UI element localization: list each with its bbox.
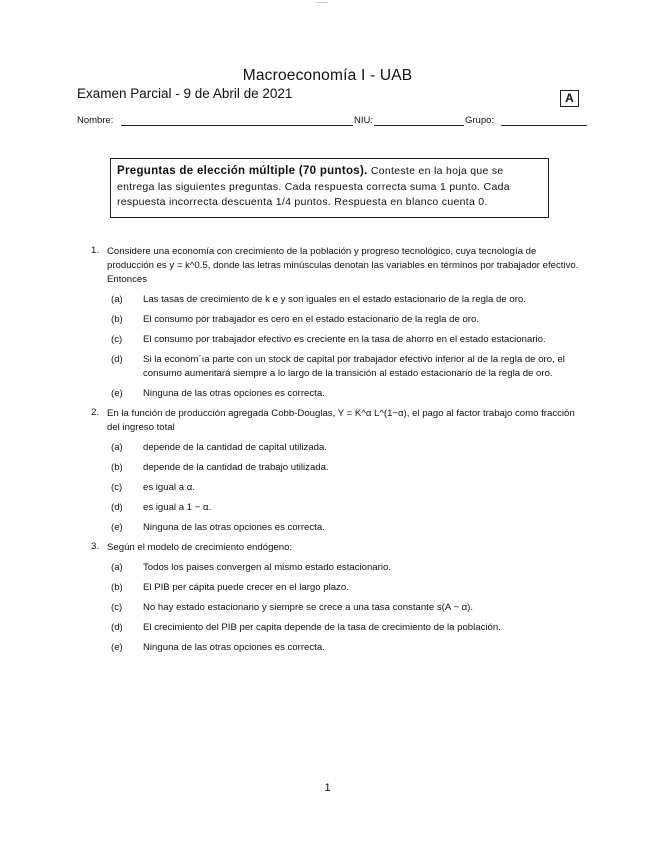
question-list bbox=[91, 245, 581, 661]
name-label: Nombre: bbox=[77, 115, 114, 126]
instructions-box bbox=[110, 158, 549, 218]
option-text: depende de la cantidad de trabajo utilizada. bbox=[143, 462, 329, 473]
name-field-line bbox=[121, 125, 353, 126]
answer-option bbox=[111, 561, 581, 575]
option-text: es igual a 1 − α. bbox=[143, 502, 212, 513]
option-text: Ninguna de las otras opciones es correcta. bbox=[143, 522, 325, 533]
option-text: es igual a α. bbox=[143, 482, 195, 493]
option-label: (a) bbox=[111, 562, 123, 573]
question-stem bbox=[91, 541, 581, 555]
question-text: Según el modelo de crecimiento endógeno: bbox=[107, 542, 293, 553]
question-stem bbox=[91, 245, 581, 287]
answer-option bbox=[111, 461, 581, 475]
option-text: Las tasas de crecimiento de k e y son iguales en el estado estacionario de la regla de oro. bbox=[143, 294, 526, 305]
answer-option bbox=[111, 621, 581, 635]
answer-option bbox=[111, 501, 581, 515]
option-text: No hay estado estacionario y siempre se crece a una tasa constante s(A − α). bbox=[143, 602, 474, 613]
group-field-line bbox=[501, 125, 587, 126]
answer-option bbox=[111, 441, 581, 455]
option-label: (c) bbox=[111, 334, 123, 345]
option-text: Ninguna de las otras opciones es correcta. bbox=[143, 388, 325, 399]
option-label: (c) bbox=[111, 482, 123, 493]
answer-option bbox=[111, 641, 581, 655]
option-label: (b) bbox=[111, 582, 123, 593]
question-number: 2. bbox=[91, 407, 100, 418]
option-list bbox=[111, 561, 581, 655]
answer-option bbox=[111, 521, 581, 535]
option-text: Ninguna de las otras opciones es correcta. bbox=[143, 642, 325, 653]
question-number: 3. bbox=[91, 541, 100, 552]
option-label: (b) bbox=[111, 314, 123, 325]
option-text: Si la econom´ıa parte con un stock de capital por trabajador efectivo inferior al de la regla de oro, el consumo aumentará siempre a lo largo de la transición al estado estacionario de la regla de oro. bbox=[143, 354, 565, 379]
instructions-body: Conteste en la hoja que se entrega las siguientes preguntas. Cada respuesta correcta suma 1 punto. Cada respuesta incorrecta descuenta 1/4 puntos. Respuesta en blanco cuenta 0. bbox=[117, 165, 510, 208]
exam-subtitle: Examen Parcial - 9 de Abril de 2021 bbox=[77, 86, 293, 101]
student-fields bbox=[77, 115, 587, 129]
exam-version-box: A bbox=[560, 90, 579, 107]
option-label: (c) bbox=[111, 602, 123, 613]
question-text: En la función de producción agregada Cobb-Douglas, Y = K^α L^(1−α), el pago al factor trabajo como fracción del ingreso total bbox=[107, 408, 575, 433]
exam-title: Macroeconomía I - UAB bbox=[242, 67, 413, 84]
option-list bbox=[111, 293, 581, 401]
answer-option bbox=[111, 481, 581, 495]
option-label: (d) bbox=[111, 502, 123, 513]
option-label: (d) bbox=[111, 622, 123, 633]
niu-label: NIU: bbox=[354, 115, 373, 126]
instructions-heading: Preguntas de elección múltiple (70 puntos). bbox=[117, 165, 368, 177]
question-stem bbox=[91, 407, 581, 435]
option-label: (e) bbox=[111, 522, 123, 533]
answer-option bbox=[111, 333, 581, 347]
answer-option bbox=[111, 313, 581, 327]
answer-option bbox=[111, 353, 581, 381]
top-edge-mark bbox=[316, 0, 328, 3]
question-item bbox=[91, 245, 581, 401]
question-text: Considere una economía con crecimiento de la población y progreso tecnológico, cuya tecnología de producción es y = k^0.5, donde las letras minúsculas denotan las variables en términos por trabajador efectivo. Entonces bbox=[107, 246, 579, 285]
niu-field-line bbox=[374, 125, 464, 126]
question-item bbox=[91, 541, 581, 655]
option-label: (a) bbox=[111, 294, 123, 305]
option-text: depende de la cantidad de capital utilizada. bbox=[143, 442, 328, 453]
option-label: (e) bbox=[111, 388, 123, 399]
option-label: (b) bbox=[111, 462, 123, 473]
option-label: (d) bbox=[111, 354, 123, 365]
question-item bbox=[91, 407, 581, 535]
option-label: (a) bbox=[111, 442, 123, 453]
answer-option bbox=[111, 387, 581, 401]
group-label: Grupo: bbox=[465, 115, 495, 126]
option-text: El consumo por trabajador efectivo es creciente en la tasa de ahorro en el estado estacionario. bbox=[143, 334, 546, 345]
option-label: (e) bbox=[111, 642, 123, 653]
answer-option bbox=[111, 293, 581, 307]
question-number: 1. bbox=[91, 245, 100, 256]
answer-option bbox=[111, 601, 581, 615]
option-text: El PIB per cápita puede crecer en el largo plazo. bbox=[143, 582, 349, 593]
option-list bbox=[111, 441, 581, 535]
option-text: Todos los paises convergen al mismo estado estacionario. bbox=[143, 562, 391, 573]
page-number: 1 bbox=[324, 782, 331, 794]
answer-option bbox=[111, 581, 581, 595]
option-text: El consumo por trabajador es cero en el estado estacionario de la regla de oro. bbox=[143, 314, 479, 325]
option-text: El crecimiento del PIB per capita depende de la tasa de crecimiento de la población. bbox=[143, 622, 501, 633]
